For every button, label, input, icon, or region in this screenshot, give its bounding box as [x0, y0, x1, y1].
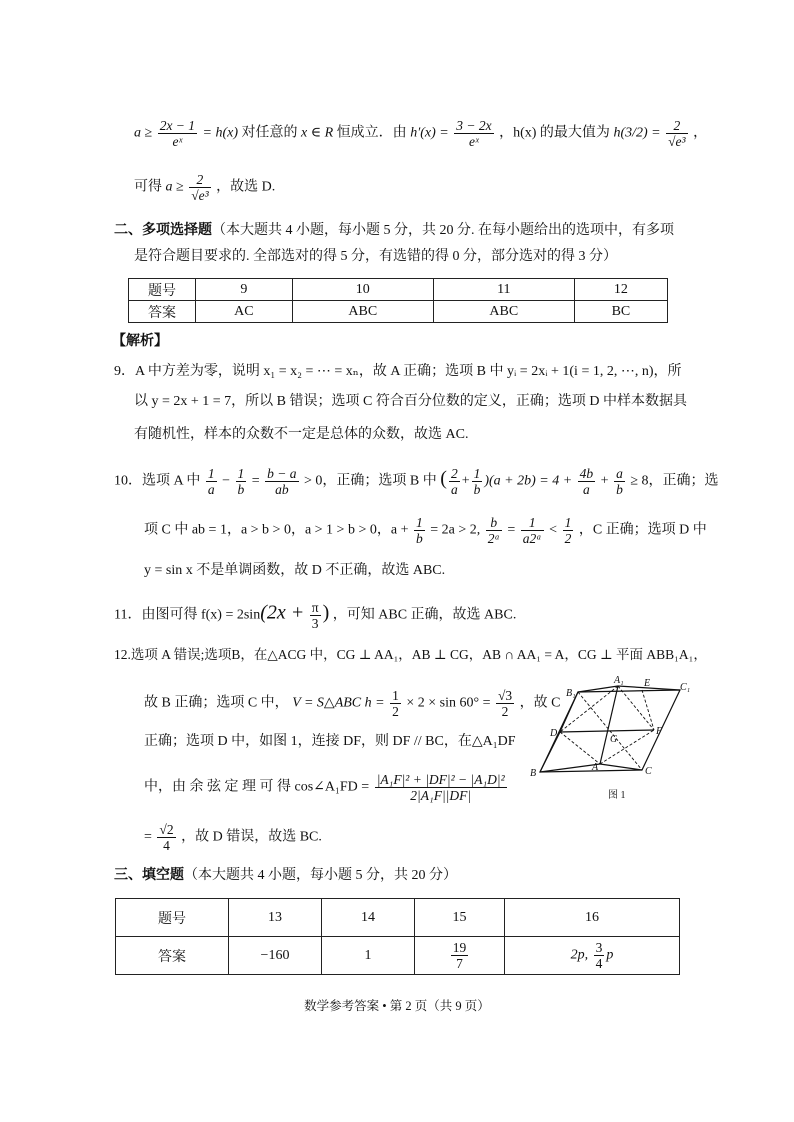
text-span: ，故选 D.	[216, 179, 276, 195]
h-prime: h′(x) =	[410, 125, 449, 141]
text-span: 以 y = 2x + 1 = 7，所以 B 错误；选项 C 符合百分位数的定义，正确；选项 D 中样本数据具	[134, 394, 687, 409]
fraction: $\frac{√2}{4}$	[159, 822, 174, 853]
section2-header	[114, 221, 674, 241]
fraction: $\frac{2}{\text{√e³}}$	[668, 118, 686, 149]
figure-label: B	[530, 768, 537, 779]
fraction: $\frac{2}{a}$	[450, 466, 458, 497]
fraction: $\frac{1}{b}$	[473, 466, 481, 497]
table-cell: 9	[196, 279, 293, 301]
table-row	[116, 937, 680, 975]
fraction: $\frac{a}{b}$	[616, 466, 623, 497]
figure-label: A₁	[614, 675, 624, 686]
text-span: ，h(x) 的最大值为	[499, 125, 610, 141]
figure-caption	[608, 786, 626, 806]
text-span: 11．由图可得 f(x) = 2sin	[114, 607, 261, 623]
section2-title: 二、多项选择题	[114, 223, 212, 238]
figure-dashed	[560, 732, 600, 764]
q12-line5	[144, 822, 322, 853]
top-formula-line	[134, 118, 707, 149]
fraction: $\frac{√3}{2}$	[497, 688, 513, 719]
table-cell: 14	[322, 899, 415, 937]
hx-equals: = h(x)	[202, 125, 239, 141]
text-span: 数学参考答案 • 第 2 页（共 9 页）	[304, 999, 490, 1013]
q12-line2	[144, 688, 560, 719]
text-span: y = sin x 不是单调函数，故 D 不正确，故选 ABC.	[144, 563, 446, 578]
text-span: ，可知 ABC 正确，故选 ABC.	[332, 607, 517, 623]
fraction: $\frac{2x - 1}{\text{eˣ}}$	[159, 118, 196, 149]
table-cell: 16	[505, 899, 680, 937]
figure-label: D	[550, 728, 558, 739]
section3-header	[114, 866, 457, 886]
text-span: 恒成立．由	[336, 125, 407, 141]
table-row	[116, 899, 680, 937]
fraction: $\frac{1}{b}$	[415, 515, 423, 546]
table-cell: 15	[415, 899, 505, 937]
figure-edge	[600, 686, 618, 764]
q10-line3	[144, 561, 445, 581]
section3-answer-table	[115, 898, 680, 975]
figure-label: A	[592, 762, 599, 773]
text-span: (2x +	[260, 601, 305, 624]
text-span: ，故 C	[519, 695, 561, 711]
text-span: ≥ 8，正确；选	[630, 473, 719, 489]
figure-label: C₁	[680, 682, 690, 693]
prism-figure	[530, 672, 690, 802]
fraction: $\frac{3 - 2x}{\text{eˣ}}$	[456, 118, 492, 149]
fraction: $\frac{1}{\text{a2ᵃ}}$	[522, 515, 542, 546]
fraction: $\frac{1}{b}$	[237, 466, 245, 497]
text-span: 是符合题目要求的. 全部选对的得 5 分，有选错的得 0 分，部分选对的得 3 分）	[134, 249, 617, 264]
figure-label: G	[610, 734, 618, 745]
text-span: 9．A 中方差为零，说明 x₁ = x₂ = ⋯ = xₙ，故 A 正确；选项 B 中 yᵢ = 2xᵢ + 1(i = 1, 2, ⋯, n)，所	[114, 364, 682, 379]
text-span: 故 B 正确；选项 C 中，	[144, 695, 289, 711]
section2-desc2	[134, 247, 617, 267]
q12-line3	[144, 732, 516, 752]
text-span: =	[144, 829, 152, 845]
text-span: ，故 D 错误，故选 BC.	[181, 829, 322, 845]
table-cell: AC	[196, 301, 293, 323]
table-cell: 题号	[129, 279, 196, 301]
fraction: $\frac{\pi}{3}$	[311, 600, 319, 631]
fraction: $\frac{b}{\text{2ᵃ}}$	[487, 515, 500, 546]
q9-line1	[114, 362, 682, 382]
text-span: 10．选项 A 中	[114, 473, 201, 489]
table-cell: 答案	[129, 301, 196, 323]
h-arg: h(3/2) =	[613, 125, 661, 141]
a-ge: a ≥	[165, 179, 184, 195]
text-span: ，	[693, 125, 708, 141]
paren: (	[440, 467, 447, 490]
text-span: 对任意的	[241, 125, 298, 141]
page-footer	[0, 996, 794, 1014]
table-cell: ABC	[433, 301, 574, 323]
text-span: 可得	[134, 179, 162, 195]
section2-answer-table	[128, 278, 668, 323]
text-span: +	[600, 473, 609, 489]
table-cell: 10	[292, 279, 433, 301]
figure-edge	[600, 764, 642, 770]
text-span: 2p,	[570, 947, 589, 963]
figure-label: E	[644, 678, 651, 689]
section3-title: 三、填空题	[114, 868, 184, 883]
table-cell: 题号	[116, 899, 229, 937]
text-span: =	[251, 473, 260, 489]
text-span: 项 C 中 ab = 1，a > b > 0，a > 1 > b > 0，a +	[144, 522, 409, 538]
figure-label: F	[656, 726, 663, 737]
text-span: 中，由 余 弦 定 理 可 得 cos∠A₁FD =	[144, 779, 370, 795]
table-cell	[505, 937, 680, 975]
table-cell: 12	[574, 279, 667, 301]
q9-line2	[134, 392, 687, 412]
analysis-title	[112, 332, 168, 352]
q12-line4	[144, 772, 509, 803]
q12-line1	[114, 645, 707, 665]
fraction: $\frac{1}{2}$	[392, 688, 399, 719]
figure-dashed	[642, 690, 654, 730]
q10-line2	[144, 515, 707, 546]
figure-dashed	[618, 686, 654, 730]
q9-line3	[134, 425, 468, 445]
text-span: =	[507, 522, 516, 538]
figure-label: B₁	[566, 688, 576, 699]
text-span: V = S△ABC h =	[292, 695, 385, 711]
figure-dashed	[600, 730, 654, 764]
x-in-r: x ∈ R	[301, 125, 334, 141]
fraction: $\frac{4b}{a}$	[579, 466, 594, 497]
fraction: $\frac{1}{a}$	[207, 466, 215, 497]
fraction: $\frac{b - a}{ab}$	[267, 466, 297, 497]
text-span: <	[549, 522, 558, 538]
paren: )	[322, 601, 330, 624]
table-cell: 13	[229, 899, 322, 937]
text-span: 正确；选项 D 中，如图 1，连接 DF，则 DF // BC，在△A₁DF	[144, 734, 516, 749]
text-span: 有随机性，样本的众数不一定是总体的众数，故选 AC.	[134, 427, 469, 442]
text-span: −	[222, 473, 230, 489]
text-span: > 0，正确；选项 B 中	[304, 473, 437, 489]
text-span: 【解析】	[112, 334, 168, 349]
fraction: $\frac{1}{2}$	[564, 515, 572, 546]
text-span: +	[461, 473, 470, 489]
table-row	[129, 301, 668, 323]
table-row	[129, 279, 668, 301]
fraction: $\frac{19}{7}$	[452, 940, 467, 971]
text-span: p	[606, 947, 614, 963]
section3-desc: （本大题共 4 小题，每小题 5 分，共 20 分）	[184, 868, 457, 883]
table-cell: −160	[229, 937, 322, 975]
fraction: $\frac{2}{\text{√e³}}$	[191, 172, 209, 203]
a-ge: a ≥	[134, 125, 153, 141]
table-cell: 11	[433, 279, 574, 301]
q10-line1	[114, 466, 719, 497]
text-span: ，C 正确；选项 D 中	[578, 522, 707, 538]
table-cell	[415, 937, 505, 975]
text-span: )(a + 2b) = 4 +	[484, 473, 573, 489]
table-cell: 答案	[116, 937, 229, 975]
table-cell: BC	[574, 301, 667, 323]
table-cell: 1	[322, 937, 415, 975]
text-span: × 2 × sin 60° =	[406, 695, 491, 711]
table-cell: ABC	[292, 301, 433, 323]
fraction: $\frac{\text{|A₁F|² + |DF|² − |A₁D|²}}{\text{2|A₁F||DF|}}$	[376, 772, 505, 803]
figure-label: C	[645, 766, 652, 777]
text-span: 12.选项 A 错误;选项B，在△ACG 中，CG ⊥ AA₁，AB ⊥ CG，AB ∩ AA₁ = A，CG ⊥ 平面 ABB₁A₁，	[114, 647, 707, 662]
conclusion-line	[134, 172, 275, 203]
text-span: 图 1	[608, 790, 626, 801]
q11-line	[114, 600, 516, 631]
fraction: $\frac{3}{4}$	[595, 940, 603, 971]
text-span: = 2a > 2,	[430, 522, 481, 538]
section2-desc1: （本大题共 4 小题，每小题 5 分，共 20 分. 在每小题给出的选项中，有多项	[212, 223, 674, 238]
